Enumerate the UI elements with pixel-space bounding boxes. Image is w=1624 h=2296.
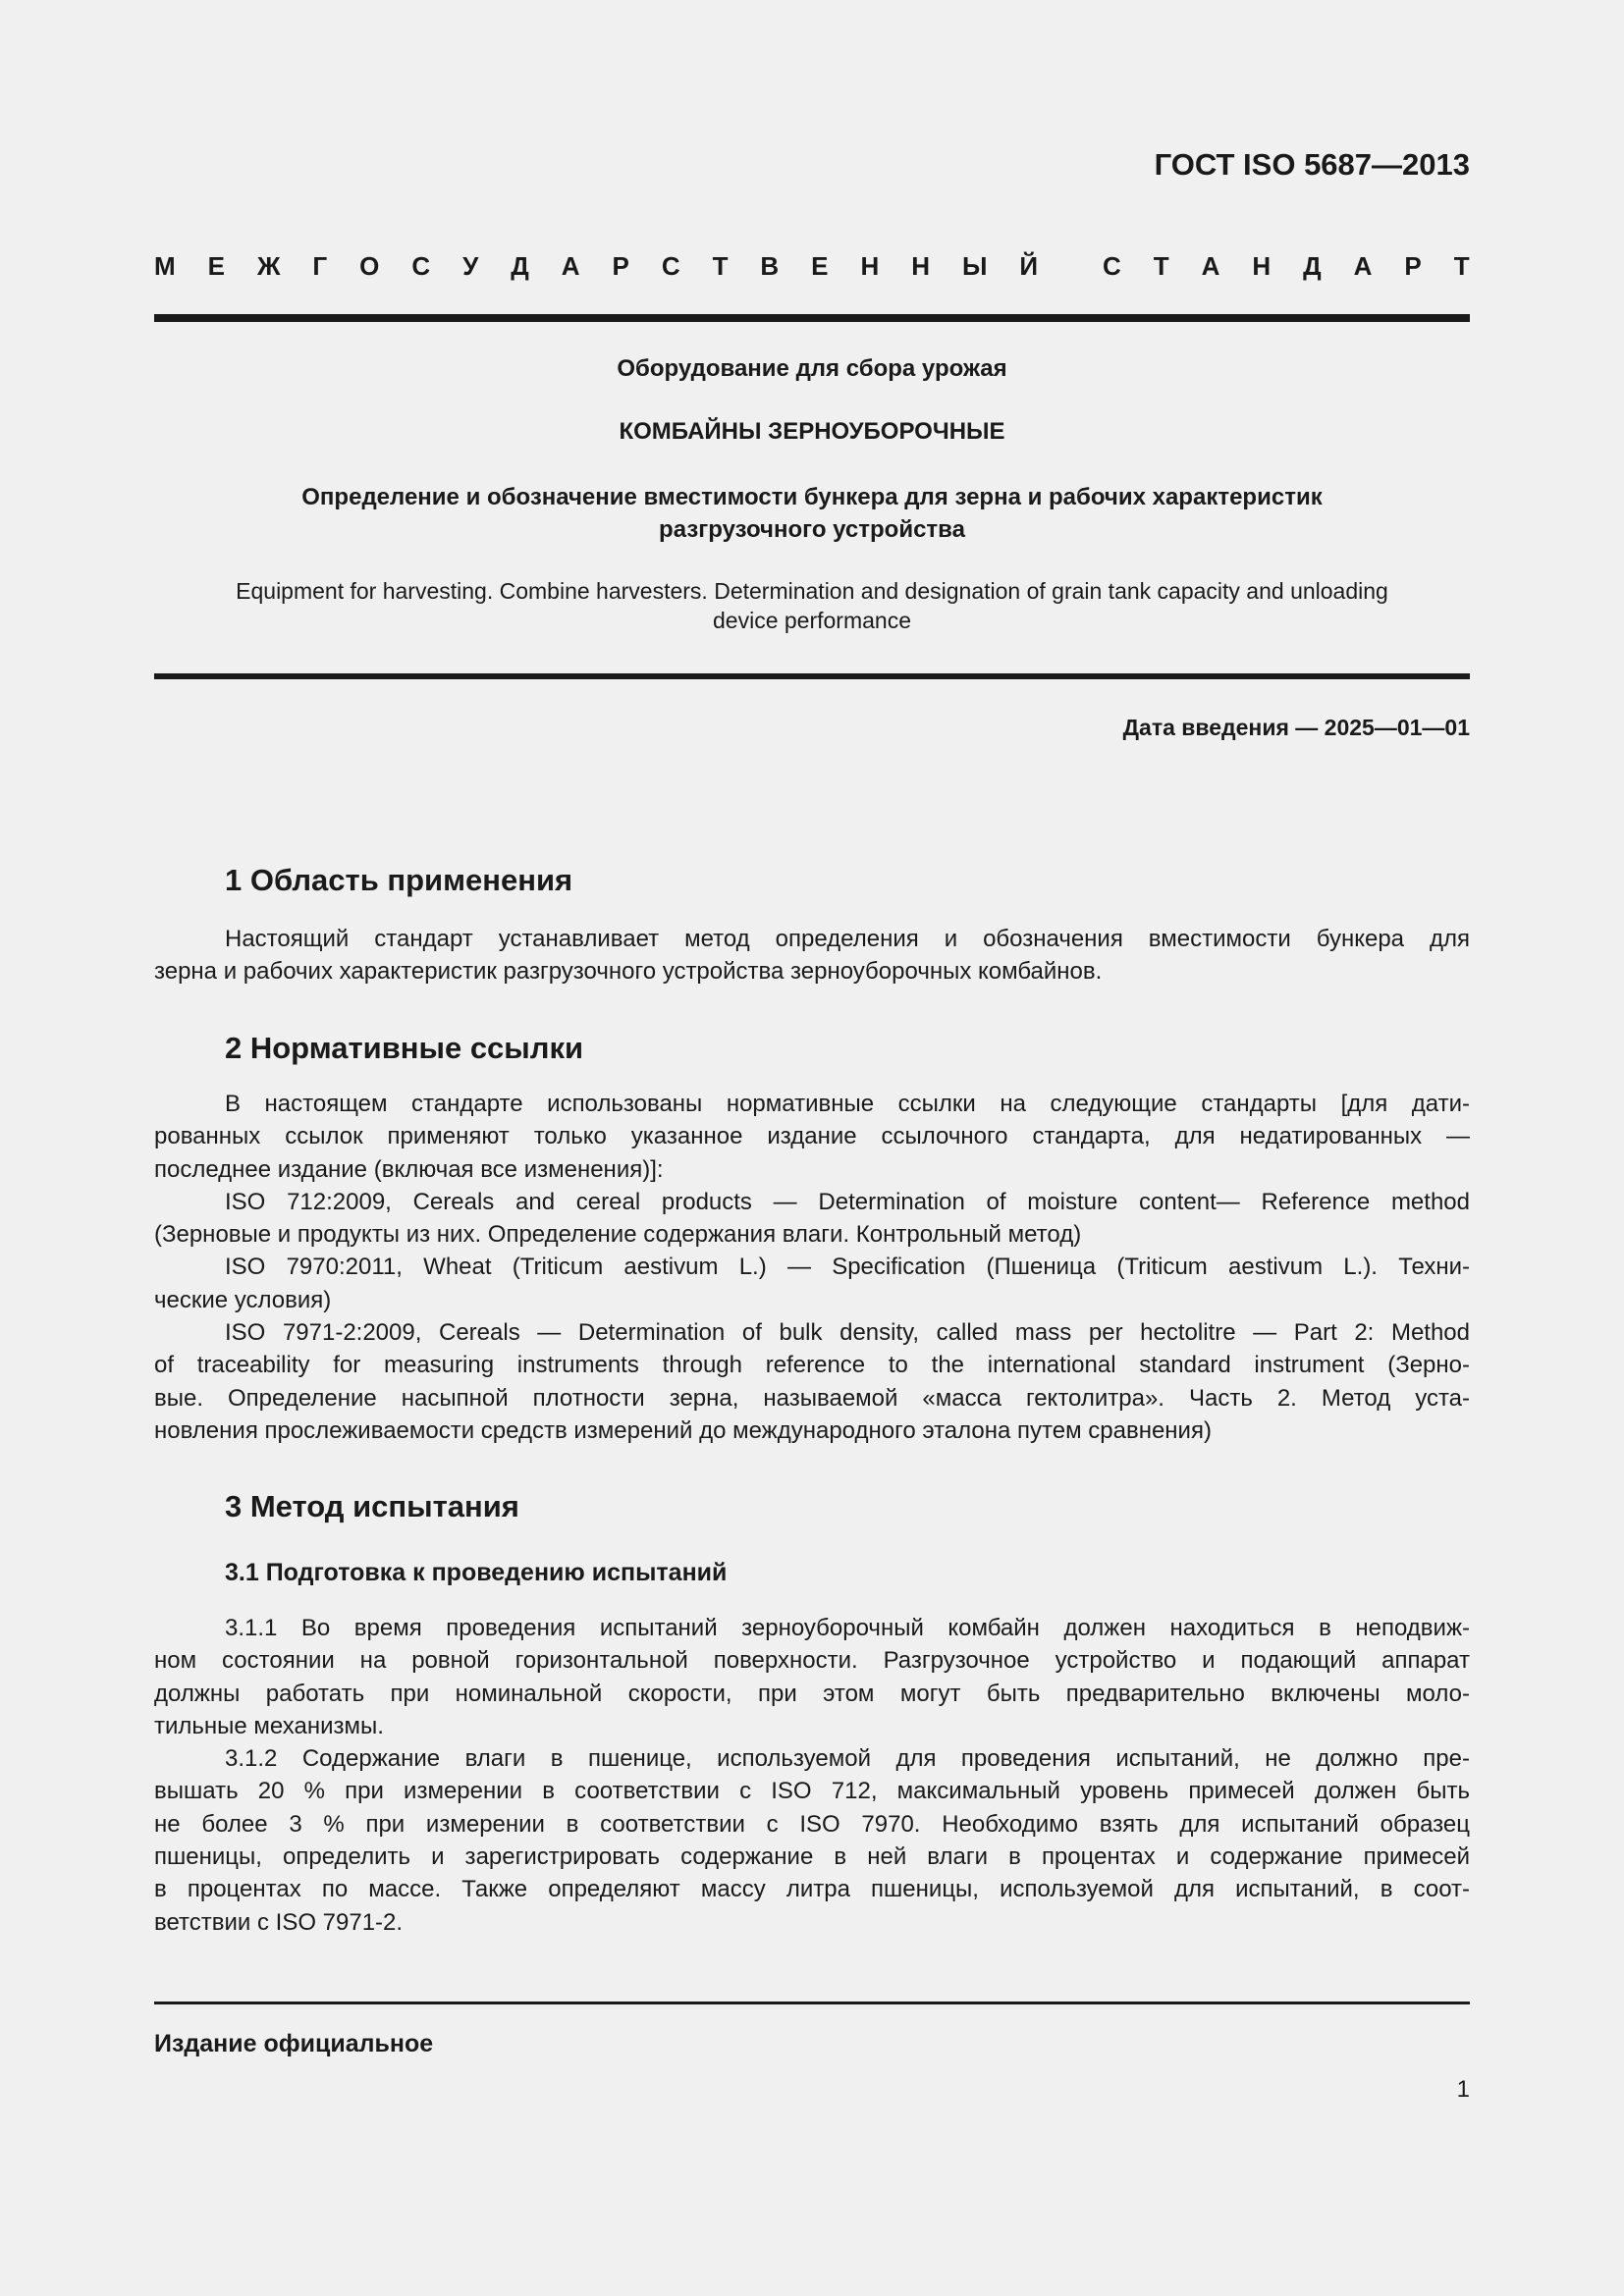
banner-letter: Р xyxy=(612,251,629,281)
text-line: должны работать при номинальной скорости, при этом могут быть предварительно включены моло- xyxy=(154,1680,1470,1707)
banner-letter: Н xyxy=(911,251,931,281)
banner-letter: Г xyxy=(312,251,328,281)
text-line: (Зерновые и продукты из них. Определение содержания влаги. Контрольный метод) xyxy=(154,1221,1082,1249)
official-edition-label: Издание официальное xyxy=(154,2030,434,2057)
banner-letter: С xyxy=(661,251,680,281)
text-line: вышать 20 % при измерении в соответствии с ISO 712, максимальный уровень примесей должен быть xyxy=(154,1778,1470,1805)
banner-letter: Д xyxy=(1303,251,1322,281)
text-line: последнее издание (включая все изменения)]: xyxy=(154,1155,664,1183)
banner-letter: Е xyxy=(811,251,829,281)
text-line: рованных ссылок применяют только указанное издание ссылочного стандарта, для недатированных — xyxy=(154,1123,1470,1150)
text-line: пшеницы, определить и зарегистрировать содержание в ней влаги в процентах и содержание примесей xyxy=(154,1843,1470,1871)
section-2-text xyxy=(154,1088,1470,1447)
section-2-heading: 2 Нормативные ссылки xyxy=(225,1031,584,1065)
document-page xyxy=(154,0,1470,2296)
banner-letter: У xyxy=(462,251,479,281)
subsection-3-1-heading: 3.1 Подготовка к проведению испытаний xyxy=(225,1559,728,1586)
clause-3-1-1: 3.1.1 Во время проведения испытаний зерноуборочный комбайн должен находиться в неподвиж- xyxy=(225,1615,1470,1641)
banner-letter: Н xyxy=(1252,251,1272,281)
introduction-date: Дата введения — 2025—01—01 xyxy=(1122,715,1470,740)
definition-line: разгрузочного устройства xyxy=(659,516,965,543)
banner-letter: Р xyxy=(1404,251,1422,281)
combines-title-ru: КОМБАЙНЫ ЗЕРНОУБОРОЧНЫЕ xyxy=(619,418,1005,445)
text-line: не более 3 % при измерении в соответствии с ISO 7970. Необходимо взять для испытаний образец xyxy=(154,1810,1470,1838)
section-1-heading: 1 Область применения xyxy=(225,863,573,897)
banner-letter: С xyxy=(1103,251,1121,281)
text-line: ном состоянии на ровной горизонтальной поверхности. Разгрузочное устройство и подающий аппарат xyxy=(154,1647,1470,1675)
definition-title-ru xyxy=(154,481,1470,546)
banner-letter: Д xyxy=(511,251,529,281)
banner-letter: А xyxy=(1353,251,1373,281)
text-line: of traceability for measuring instruments through reference to the international standard instrument (Зерно- xyxy=(154,1352,1470,1379)
banner-letter: А xyxy=(1201,251,1220,281)
document-code: ГОСТ ISO 5687—2013 xyxy=(1154,147,1470,182)
title-divider xyxy=(154,673,1470,679)
reference-iso-7971-2: ISO 7971-2:2009, Cereals — Determination of bulk density, called mass per hectolitre — Part 2: Method xyxy=(225,1319,1470,1347)
banner-letter: Ы xyxy=(961,251,988,281)
text-line: новления прослеживаемости средств измерений до международного эталона путем сравнения) xyxy=(154,1416,1212,1444)
section-3-heading: 3 Метод испытания xyxy=(225,1489,519,1523)
footer-divider xyxy=(154,2002,1470,2004)
reference-iso-7970: ISO 7970:2011, Wheat (Triticum aestivum L.) — Specification (Пшеница (Triticum aestivum L.). Техни- xyxy=(225,1254,1470,1281)
title-english xyxy=(154,576,1470,635)
text-line: ческие условия) xyxy=(154,1286,332,1313)
text-line: Настоящий стандарт устанавливает метод определения и обозначения вместимости бункера для xyxy=(225,926,1470,952)
reference-iso-712: ISO 712:2009, Cereals and cereal products — Determination of moisture content— Reference method xyxy=(225,1188,1470,1215)
text-line: В настоящем стандарте использованы нормативные ссылки на следующие стандарты [для дати- xyxy=(225,1091,1470,1117)
banner-letter: Е xyxy=(207,251,225,281)
banner-letter: Й xyxy=(1019,251,1039,281)
text-line: зерна и рабочих характеристик разгрузочного устройства зерноуборочных комбайнов. xyxy=(154,958,1103,986)
banner-letter: С xyxy=(411,251,431,281)
banner-letter: М xyxy=(154,251,176,281)
top-divider xyxy=(154,314,1470,322)
section-1-text xyxy=(154,923,1470,988)
text-line: ветствии с ISO 7971-2. xyxy=(154,1908,404,1936)
banner-letter: Н xyxy=(860,251,880,281)
clause-3-1-2: 3.1.2 Содержание влаги в пшенице, используемой для проведения испытаний, не должно пре- xyxy=(225,1745,1470,1773)
banner-letter: Т xyxy=(1153,251,1169,281)
english-title-line: device performance xyxy=(713,608,911,633)
standard-type-banner xyxy=(154,251,1470,282)
equipment-title-ru: Оборудование для сбора урожая xyxy=(617,355,1007,382)
banner-letter: А xyxy=(561,251,580,281)
banner-letter: Т xyxy=(1453,251,1470,281)
english-title-line: Equipment for harvesting. Combine harvesters. Determination and designation of grain tank capacity and unloading xyxy=(236,578,1388,604)
text-line: тильные механизмы. xyxy=(154,1712,384,1739)
text-line: в процентах по массе. Также определяют массу литра пшеницы, используемой для испытаний, в соот- xyxy=(154,1876,1470,1903)
banner-letter: Ж xyxy=(256,251,281,281)
page-number: 1 xyxy=(1456,2076,1470,2103)
section-3-text xyxy=(154,1612,1470,1939)
banner-letter: Т xyxy=(712,251,729,281)
definition-line: Определение и обозначение вместимости бункера для зерна и рабочих характеристик xyxy=(301,484,1323,510)
text-line: вые. Определение насыпной плотности зерна, называемой «масса гектолитра». Часть 2. Метод уста- xyxy=(154,1384,1470,1412)
banner-letter: В xyxy=(760,251,780,281)
banner-letter: О xyxy=(359,251,380,281)
